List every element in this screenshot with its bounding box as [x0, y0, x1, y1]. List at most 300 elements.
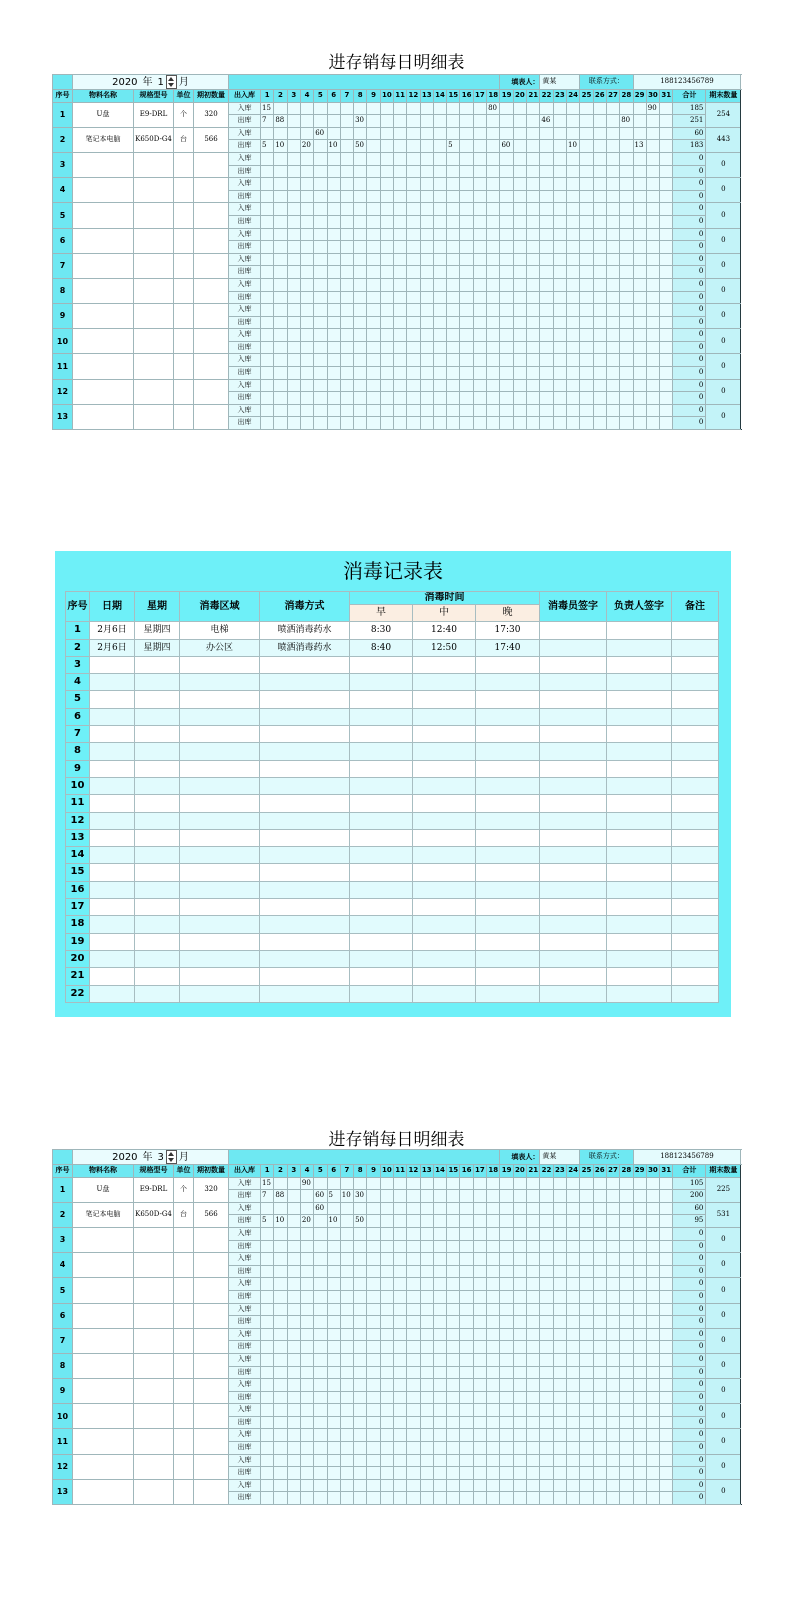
- day-cell[interactable]: [646, 417, 659, 430]
- day-cell[interactable]: [340, 1479, 353, 1492]
- day-cell[interactable]: [261, 127, 274, 140]
- day-cell[interactable]: [566, 241, 579, 254]
- day-cell[interactable]: [354, 316, 367, 329]
- day-cell[interactable]: [633, 354, 646, 367]
- day-cell[interactable]: [660, 266, 673, 279]
- day-cell[interactable]: [274, 354, 287, 367]
- day-cell[interactable]: [447, 241, 460, 254]
- day-cell[interactable]: [274, 1416, 287, 1429]
- day-cell[interactable]: [261, 417, 274, 430]
- day-cell[interactable]: [500, 379, 513, 392]
- day-cell[interactable]: [433, 165, 446, 178]
- day-cell[interactable]: [420, 1353, 433, 1366]
- day-cell[interactable]: [433, 1492, 446, 1505]
- day-cell[interactable]: [300, 190, 313, 203]
- record-operator[interactable]: [540, 708, 607, 725]
- day-cell[interactable]: [460, 1227, 473, 1240]
- day-cell[interactable]: [327, 404, 340, 417]
- day-cell[interactable]: [646, 1278, 659, 1291]
- day-cell[interactable]: [354, 1404, 367, 1417]
- record-evening[interactable]: [476, 760, 540, 777]
- day-cell[interactable]: [633, 304, 646, 317]
- record-operator[interactable]: [540, 743, 607, 760]
- day-cell[interactable]: [633, 228, 646, 241]
- day-cell[interactable]: [287, 266, 300, 279]
- item-unit[interactable]: [174, 228, 194, 253]
- day-cell[interactable]: [460, 1442, 473, 1455]
- day-cell[interactable]: [287, 1454, 300, 1467]
- day-cell[interactable]: [327, 115, 340, 128]
- day-cell[interactable]: [580, 266, 593, 279]
- day-cell[interactable]: [393, 404, 406, 417]
- record-weekday[interactable]: [135, 812, 180, 829]
- day-cell[interactable]: [420, 1290, 433, 1303]
- item-spec[interactable]: [134, 278, 174, 303]
- day-cell[interactable]: [393, 1240, 406, 1253]
- day-cell[interactable]: [327, 1341, 340, 1354]
- day-cell[interactable]: [513, 354, 526, 367]
- day-cell[interactable]: [460, 291, 473, 304]
- record-date[interactable]: [90, 812, 135, 829]
- day-cell[interactable]: [274, 1240, 287, 1253]
- day-cell[interactable]: [660, 203, 673, 216]
- day-cell[interactable]: [527, 1366, 540, 1379]
- day-cell[interactable]: [354, 152, 367, 165]
- day-cell[interactable]: [287, 404, 300, 417]
- day-cell[interactable]: [393, 127, 406, 140]
- day-cell[interactable]: [340, 1227, 353, 1240]
- day-cell[interactable]: [287, 1391, 300, 1404]
- day-cell[interactable]: [473, 165, 486, 178]
- day-cell[interactable]: [660, 341, 673, 354]
- day-cell[interactable]: [327, 1454, 340, 1467]
- day-cell[interactable]: [553, 1177, 566, 1190]
- day-cell[interactable]: [274, 1379, 287, 1392]
- day-cell[interactable]: [580, 1190, 593, 1203]
- day-cell[interactable]: [606, 354, 619, 367]
- day-cell[interactable]: [393, 178, 406, 191]
- day-cell[interactable]: [473, 417, 486, 430]
- day-cell[interactable]: [513, 1278, 526, 1291]
- day-cell[interactable]: [274, 266, 287, 279]
- day-cell[interactable]: [261, 1353, 274, 1366]
- day-cell[interactable]: [340, 1290, 353, 1303]
- day-cell[interactable]: [500, 1177, 513, 1190]
- day-cell[interactable]: [620, 215, 633, 228]
- day-cell[interactable]: [354, 417, 367, 430]
- day-cell[interactable]: [274, 1303, 287, 1316]
- day-cell[interactable]: [513, 215, 526, 228]
- record-date[interactable]: [90, 726, 135, 743]
- day-cell[interactable]: [420, 354, 433, 367]
- item-unit[interactable]: [174, 1454, 194, 1479]
- day-cell[interactable]: [500, 1240, 513, 1253]
- record-evening[interactable]: [476, 812, 540, 829]
- day-cell[interactable]: [566, 1328, 579, 1341]
- day-cell[interactable]: [287, 1404, 300, 1417]
- day-cell[interactable]: [340, 1240, 353, 1253]
- day-cell[interactable]: [261, 1404, 274, 1417]
- day-cell[interactable]: 10: [340, 1190, 353, 1203]
- day-cell[interactable]: [487, 1290, 500, 1303]
- day-cell[interactable]: [620, 1190, 633, 1203]
- day-cell[interactable]: [354, 1442, 367, 1455]
- record-note[interactable]: [672, 639, 719, 656]
- day-cell[interactable]: [380, 316, 393, 329]
- day-cell[interactable]: [500, 1366, 513, 1379]
- day-cell[interactable]: [261, 1303, 274, 1316]
- record-method[interactable]: [260, 760, 350, 777]
- day-cell[interactable]: [340, 1341, 353, 1354]
- day-cell[interactable]: [327, 1416, 340, 1429]
- item-unit[interactable]: [174, 1227, 194, 1252]
- day-cell[interactable]: [314, 278, 327, 291]
- day-cell[interactable]: [473, 140, 486, 153]
- record-method[interactable]: [260, 691, 350, 708]
- day-cell[interactable]: [274, 190, 287, 203]
- record-evening[interactable]: [476, 864, 540, 881]
- day-cell[interactable]: [274, 1227, 287, 1240]
- day-cell[interactable]: [460, 1467, 473, 1480]
- day-cell[interactable]: [327, 1202, 340, 1215]
- day-cell[interactable]: [527, 1404, 540, 1417]
- day-cell[interactable]: [553, 367, 566, 380]
- day-cell[interactable]: [407, 367, 420, 380]
- record-operator[interactable]: [540, 622, 607, 639]
- day-cell[interactable]: [393, 1190, 406, 1203]
- day-cell[interactable]: [527, 152, 540, 165]
- day-cell[interactable]: [380, 1328, 393, 1341]
- day-cell[interactable]: [553, 1290, 566, 1303]
- day-cell[interactable]: [540, 1492, 553, 1505]
- day-cell[interactable]: [274, 102, 287, 115]
- day-cell[interactable]: [646, 341, 659, 354]
- record-noon[interactable]: [413, 812, 476, 829]
- record-area[interactable]: [180, 726, 260, 743]
- day-cell[interactable]: [433, 1177, 446, 1190]
- day-cell[interactable]: [367, 165, 380, 178]
- day-cell[interactable]: [553, 1454, 566, 1467]
- day-cell[interactable]: [633, 1404, 646, 1417]
- day-cell[interactable]: [460, 215, 473, 228]
- day-cell[interactable]: [314, 1366, 327, 1379]
- day-cell[interactable]: [513, 1290, 526, 1303]
- day-cell[interactable]: [660, 1492, 673, 1505]
- item-spec[interactable]: [134, 379, 174, 404]
- day-cell[interactable]: 15: [261, 1177, 274, 1190]
- day-cell[interactable]: [420, 1227, 433, 1240]
- day-cell[interactable]: [580, 1429, 593, 1442]
- day-cell[interactable]: [500, 1316, 513, 1329]
- day-cell[interactable]: [513, 278, 526, 291]
- day-cell[interactable]: [540, 178, 553, 191]
- day-cell[interactable]: [261, 1479, 274, 1492]
- day-cell[interactable]: [447, 203, 460, 216]
- day-cell[interactable]: [367, 278, 380, 291]
- day-cell[interactable]: [314, 367, 327, 380]
- day-cell[interactable]: [620, 241, 633, 254]
- day-cell[interactable]: [261, 278, 274, 291]
- record-operator[interactable]: [540, 950, 607, 967]
- item-opening[interactable]: 566: [194, 127, 229, 152]
- record-method[interactable]: [260, 950, 350, 967]
- record-date[interactable]: [90, 881, 135, 898]
- day-cell[interactable]: [327, 354, 340, 367]
- day-cell[interactable]: [447, 316, 460, 329]
- item-name[interactable]: [73, 228, 134, 253]
- day-cell[interactable]: [287, 367, 300, 380]
- record-date[interactable]: [90, 985, 135, 1002]
- day-cell[interactable]: [407, 1366, 420, 1379]
- day-cell[interactable]: [314, 404, 327, 417]
- day-cell[interactable]: [473, 1290, 486, 1303]
- record-manager[interactable]: [607, 864, 672, 881]
- day-cell[interactable]: [473, 253, 486, 266]
- day-cell[interactable]: [460, 1492, 473, 1505]
- day-cell[interactable]: [354, 203, 367, 216]
- day-cell[interactable]: [261, 178, 274, 191]
- day-cell[interactable]: [367, 1429, 380, 1442]
- day-cell[interactable]: [340, 341, 353, 354]
- day-cell[interactable]: [380, 1253, 393, 1266]
- day-cell[interactable]: [287, 190, 300, 203]
- record-note[interactable]: [672, 656, 719, 673]
- day-cell[interactable]: [274, 367, 287, 380]
- day-cell[interactable]: [300, 241, 313, 254]
- day-cell[interactable]: [580, 1240, 593, 1253]
- day-cell[interactable]: [420, 1391, 433, 1404]
- day-cell[interactable]: [460, 417, 473, 430]
- day-cell[interactable]: [354, 1202, 367, 1215]
- day-cell[interactable]: [527, 1341, 540, 1354]
- day-cell[interactable]: [606, 190, 619, 203]
- record-note[interactable]: [672, 726, 719, 743]
- day-cell[interactable]: [540, 379, 553, 392]
- day-cell[interactable]: [580, 1202, 593, 1215]
- record-noon[interactable]: [413, 899, 476, 916]
- day-cell[interactable]: [633, 127, 646, 140]
- day-cell[interactable]: [606, 417, 619, 430]
- day-cell[interactable]: [553, 1316, 566, 1329]
- record-morning[interactable]: [350, 726, 413, 743]
- day-cell[interactable]: 90: [300, 1177, 313, 1190]
- day-cell[interactable]: [527, 1177, 540, 1190]
- day-cell[interactable]: [553, 215, 566, 228]
- day-cell[interactable]: [274, 278, 287, 291]
- day-cell[interactable]: [393, 1404, 406, 1417]
- record-date[interactable]: [90, 777, 135, 794]
- day-cell[interactable]: [261, 304, 274, 317]
- day-cell[interactable]: [420, 404, 433, 417]
- day-cell[interactable]: [393, 367, 406, 380]
- day-cell[interactable]: [646, 1366, 659, 1379]
- day-cell[interactable]: [473, 1467, 486, 1480]
- day-cell[interactable]: [447, 392, 460, 405]
- day-cell[interactable]: [593, 417, 606, 430]
- day-cell[interactable]: [540, 1303, 553, 1316]
- day-cell[interactable]: [447, 367, 460, 380]
- day-cell[interactable]: [380, 241, 393, 254]
- day-cell[interactable]: [553, 1240, 566, 1253]
- day-cell[interactable]: [553, 1303, 566, 1316]
- day-cell[interactable]: [513, 1215, 526, 1228]
- day-cell[interactable]: [287, 1253, 300, 1266]
- day-cell[interactable]: [646, 1290, 659, 1303]
- day-cell[interactable]: [660, 1366, 673, 1379]
- record-note[interactable]: [672, 760, 719, 777]
- day-cell[interactable]: [300, 1479, 313, 1492]
- day-cell[interactable]: 50: [354, 140, 367, 153]
- day-cell[interactable]: [527, 1265, 540, 1278]
- day-cell[interactable]: [566, 1190, 579, 1203]
- day-cell[interactable]: [620, 1366, 633, 1379]
- month-spinner-icon[interactable]: [166, 1150, 177, 1164]
- day-cell[interactable]: [566, 1253, 579, 1266]
- day-cell[interactable]: [553, 1429, 566, 1442]
- day-cell[interactable]: [460, 1240, 473, 1253]
- day-cell[interactable]: [633, 102, 646, 115]
- day-cell[interactable]: [500, 316, 513, 329]
- day-cell[interactable]: [487, 152, 500, 165]
- day-cell[interactable]: [646, 379, 659, 392]
- day-cell[interactable]: [367, 379, 380, 392]
- day-cell[interactable]: [407, 178, 420, 191]
- day-cell[interactable]: [593, 404, 606, 417]
- day-cell[interactable]: [380, 1202, 393, 1215]
- day-cell[interactable]: [407, 329, 420, 342]
- day-cell[interactable]: [580, 1492, 593, 1505]
- record-area[interactable]: [180, 881, 260, 898]
- record-date[interactable]: [90, 829, 135, 846]
- record-manager[interactable]: [607, 743, 672, 760]
- day-cell[interactable]: [420, 1467, 433, 1480]
- day-cell[interactable]: [606, 367, 619, 380]
- day-cell[interactable]: [593, 304, 606, 317]
- day-cell[interactable]: [261, 367, 274, 380]
- day-cell[interactable]: [473, 1454, 486, 1467]
- day-cell[interactable]: [513, 1454, 526, 1467]
- day-cell[interactable]: [473, 341, 486, 354]
- day-cell[interactable]: [287, 1416, 300, 1429]
- record-operator[interactable]: [540, 829, 607, 846]
- day-cell[interactable]: [633, 1202, 646, 1215]
- day-cell[interactable]: [513, 140, 526, 153]
- record-date[interactable]: [90, 916, 135, 933]
- day-cell[interactable]: [367, 1290, 380, 1303]
- day-cell[interactable]: [380, 165, 393, 178]
- day-cell[interactable]: [513, 1265, 526, 1278]
- day-cell[interactable]: [646, 178, 659, 191]
- day-cell[interactable]: [540, 1391, 553, 1404]
- day-cell[interactable]: [580, 1265, 593, 1278]
- day-cell[interactable]: [354, 329, 367, 342]
- day-cell[interactable]: [393, 417, 406, 430]
- day-cell[interactable]: [580, 404, 593, 417]
- day-cell[interactable]: [393, 1290, 406, 1303]
- day-cell[interactable]: [340, 1379, 353, 1392]
- day-cell[interactable]: [314, 1429, 327, 1442]
- day-cell[interactable]: [540, 1202, 553, 1215]
- day-cell[interactable]: [473, 1328, 486, 1341]
- day-cell[interactable]: [487, 266, 500, 279]
- day-cell[interactable]: [433, 1316, 446, 1329]
- day-cell[interactable]: [606, 140, 619, 153]
- day-cell[interactable]: [367, 178, 380, 191]
- day-cell[interactable]: [527, 354, 540, 367]
- day-cell[interactable]: [540, 304, 553, 317]
- day-cell[interactable]: [633, 341, 646, 354]
- day-cell[interactable]: [500, 278, 513, 291]
- day-cell[interactable]: [620, 278, 633, 291]
- record-noon[interactable]: [413, 656, 476, 673]
- day-cell[interactable]: [314, 102, 327, 115]
- day-cell[interactable]: [566, 379, 579, 392]
- day-cell[interactable]: [487, 1492, 500, 1505]
- day-cell[interactable]: [300, 1290, 313, 1303]
- day-cell[interactable]: [287, 102, 300, 115]
- day-cell[interactable]: [433, 291, 446, 304]
- item-spec[interactable]: [134, 178, 174, 203]
- day-cell[interactable]: [540, 1290, 553, 1303]
- record-noon[interactable]: [413, 691, 476, 708]
- day-cell[interactable]: [646, 228, 659, 241]
- day-cell[interactable]: [473, 1278, 486, 1291]
- record-note[interactable]: [672, 968, 719, 985]
- day-cell[interactable]: [261, 266, 274, 279]
- day-cell[interactable]: [460, 178, 473, 191]
- day-cell[interactable]: [487, 304, 500, 317]
- record-morning[interactable]: [350, 674, 413, 691]
- record-weekday[interactable]: [135, 881, 180, 898]
- day-cell[interactable]: [500, 1253, 513, 1266]
- day-cell[interactable]: [420, 1429, 433, 1442]
- day-cell[interactable]: [527, 1442, 540, 1455]
- day-cell[interactable]: [527, 1416, 540, 1429]
- day-cell[interactable]: [393, 316, 406, 329]
- record-date[interactable]: [90, 847, 135, 864]
- day-cell[interactable]: [261, 1379, 274, 1392]
- day-cell[interactable]: [646, 304, 659, 317]
- record-note[interactable]: [672, 847, 719, 864]
- day-cell[interactable]: [487, 1429, 500, 1442]
- day-cell[interactable]: [380, 392, 393, 405]
- day-cell[interactable]: [553, 1492, 566, 1505]
- day-cell[interactable]: [407, 1227, 420, 1240]
- day-cell[interactable]: [433, 1379, 446, 1392]
- day-cell[interactable]: [433, 1366, 446, 1379]
- day-cell[interactable]: [274, 316, 287, 329]
- day-cell[interactable]: [527, 1316, 540, 1329]
- day-cell[interactable]: [274, 1479, 287, 1492]
- day-cell[interactable]: [593, 1341, 606, 1354]
- item-spec[interactable]: [134, 1303, 174, 1328]
- day-cell[interactable]: [500, 1202, 513, 1215]
- record-morning[interactable]: [350, 899, 413, 916]
- record-method[interactable]: [260, 777, 350, 794]
- day-cell[interactable]: [646, 404, 659, 417]
- day-cell[interactable]: [367, 266, 380, 279]
- day-cell[interactable]: 30: [354, 115, 367, 128]
- day-cell[interactable]: [354, 1303, 367, 1316]
- day-cell[interactable]: [420, 1341, 433, 1354]
- day-cell[interactable]: [447, 1177, 460, 1190]
- day-cell[interactable]: [606, 127, 619, 140]
- day-cell[interactable]: [287, 241, 300, 254]
- day-cell[interactable]: [354, 1328, 367, 1341]
- day-cell[interactable]: [620, 165, 633, 178]
- day-cell[interactable]: [593, 102, 606, 115]
- day-cell[interactable]: [460, 1278, 473, 1291]
